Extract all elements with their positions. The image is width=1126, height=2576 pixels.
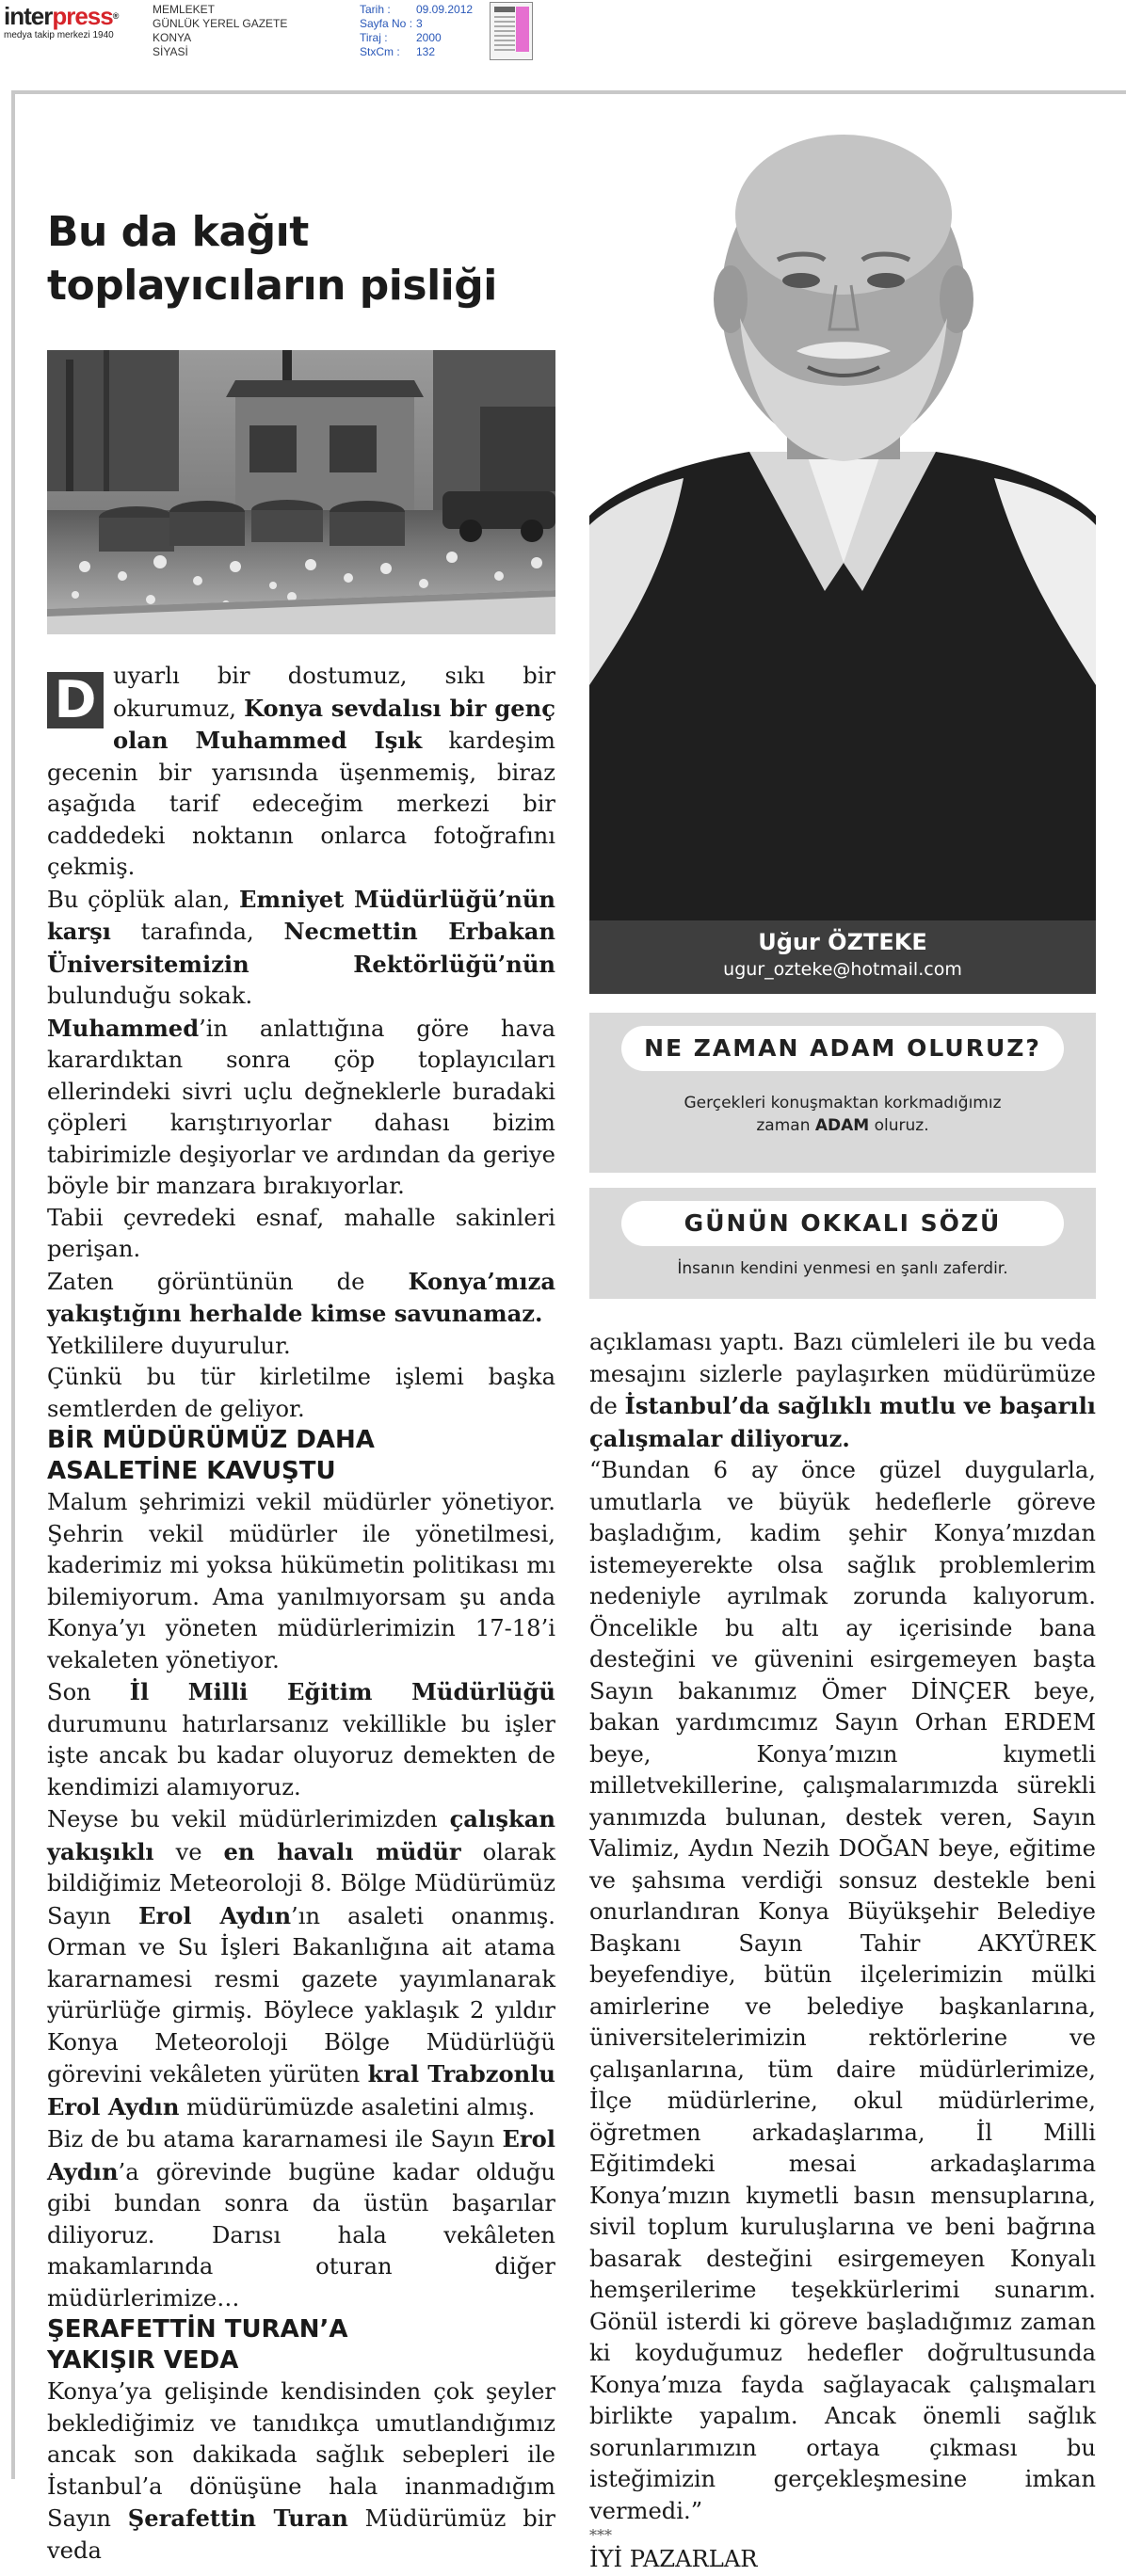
paragraph: Son İl Milli Eğitim Müdürlüğü durumunu hatırlarsanız vekillikle bu işler işte ancak bu kadar oluyoruz demekten de kendimizi alamıyoruz.: [47, 1678, 555, 1800]
clipping-header: [0, 0, 1126, 66]
paragraph: Neyse bu vekil müdürlerimizden çalışkan yakışıklı ve en havalı müdür olarak bildiğimiz Meteoroloji 8. Bölge Müdürümüz Sayın Erol Aydın’ın asaleti onanmış. Orman ve Su İşleri Bakanlığına ait atama kararnamesi resmi gazete yayımlanarak yürürlüğe girmiş. Böylece yaklaşık 2 yıldır Konya Meteoroloji Bölge Müdürlüğü görevini vekâleten yürüten kral Trabzonlu Erol Aydın müdürümüzde asaletini almış.: [47, 1805, 555, 2120]
garbage-street-photo: [47, 350, 555, 634]
source-city: KONYA: [153, 31, 192, 44]
quote-of-day-text: İnsanın kendini yenmesi en şanlı zaferdir.: [677, 1259, 1008, 1278]
paragraph: Yetkililere duyurulur.: [47, 1332, 291, 1359]
quote-of-day-box: [589, 1188, 1096, 1299]
interpress-logo: [4, 4, 145, 40]
column-title: NE ZAMAN ADAM OLURUZ?: [621, 1026, 1064, 1071]
paragraph: Muhammed’in anlattığına göre hava karardıktan sonra çöp toplayıcıları ellerindeki sivri uçlu değneklerle buradaki çöpleri karıştırıyorlar dahası bizim tabirimizle deşiyorlar ve ardından da geriye böyle bir manzara bırakıyorlar.: [47, 1014, 555, 1199]
paragraph: Zaten görüntünün de Konya’mıza yakıştığını herhalde kimse savunamaz.: [47, 1267, 555, 1327]
meta-row-stxcm: StxCm : 132: [360, 45, 436, 58]
meta-row-circulation: Tiraj : 2000: [360, 31, 442, 44]
meta-row-page: Sayfa No : 3: [360, 17, 423, 30]
author-email[interactable]: ugur_ozteke@hotmail.com: [723, 959, 962, 980]
column-slogan-text: Gerçekleri konuşmaktan korkmadığımız zaman ADAM oluruz.: [684, 1094, 1002, 1135]
author-portrait: [589, 120, 1096, 922]
logo-word-part1: inter: [4, 2, 53, 30]
quote-of-day-title: GÜNÜN OKKALI SÖZÜ: [621, 1201, 1064, 1246]
closing-heading: İYİ PAZARLAR: [589, 2546, 758, 2572]
meta-row-date: Tarih : 09.09.2012: [360, 3, 474, 16]
logo-registered-mark: ®: [112, 11, 119, 21]
logo-word-part2: press: [52, 2, 113, 30]
paragraph: Biz de bu atama kararnamesi ile Sayın Erol Aydın’a görevinde bugüne kadar olduğu gibi bundan sonra da üstün başarılar diliyoruz. Darısı hala vekâleten makamlarında oturan diğer müdürlerimize…: [47, 2125, 555, 2312]
source-newspaper: MEMLEKET: [153, 3, 216, 16]
section-subheading: ŞERAFETTİN TURAN’A YAKIŞIR VEDA: [47, 2315, 348, 2375]
paragraph: Malum şehrimizi vekil müdürler yönetiyor. Şehrin vekil müdürler ile yönetilmesi, kaderimiz mi yoksa hükümetin politikası mı bilemiyorum. Ama yanılmıyorsam şu anda Konya’yı yöneten müdürlerimizin 17-18’i vekaleten yönetiyor.: [47, 1489, 555, 1673]
publication-meta: [360, 3, 473, 59]
drop-cap: D: [47, 672, 104, 728]
article-left-column: [47, 661, 555, 2567]
paragraph: D uyarlı bir dostumuz, sıkı bir okurumuz, Konya sevdalısı bir genç olan Muhammed Işık kardeşim gecenin bir yarısında üşenmemiş, biraz aşağıda tarif edeceğim merkezi bir caddedeki noktanın onlarca fotoğrafını çekmiş.: [47, 663, 555, 880]
author-name: Uğur ÖZTEKE: [758, 929, 927, 955]
paragraph: Çünkü bu tür kirletilme işlemi başka semtlerden de geliyor.: [47, 1364, 555, 1422]
source-type: GÜNLÜK YEREL GAZETE: [153, 17, 288, 30]
column-slogan-box: [589, 1013, 1096, 1173]
logo-tagline: medya takip merkezi 1940: [4, 30, 114, 40]
source-category: SİYASİ: [153, 45, 188, 58]
page-thumbnail[interactable]: [490, 2, 533, 60]
separator-stars: ***: [589, 2526, 612, 2544]
farewell-quote: “Bundan 6 ay önce güzel duygularla, umutlarla ve büyük hedeflerle göreve başladığım, kadim şehir Konya’mızdan istemeyerekte olsa sağlık problemlerim nedeniyle ayrılmak zorunda kalıyorum. Öncelikle bu altı ay içerisinde bana desteğini ve güvenini esirgemeyen başta Sayın bakanımız Ömer DİNÇER beye, bakan yardımcımız Sayın Orhan ERDEM beye, Konya’mızın kıymetli milletvekillerine, çalışmalarımızda sürekli yanımızda bulunan, destek veren, Sayın Valimiz, Aydın Nezih DOĞAN beye, eğitime ve şahsıma verdiği sonsuz destekle beni onurlandıran Konya Büyükşehir Belediye Başkanı Sayın Tahir AKYÜREK beyefendiye, bütün ilçelerimizin mülki amirlerine ve belediye başkanlarına, üniversitelerimizin rektörlerine ve çalışanlarına, tüm daire müdürlerimize, İlçe müdürlerine, okul müdürlerime, öğretmen arkadaşlarıma, İl Milli Eğitimdeki mesai arkadaşlarıma Konya’mızın kıymetli basın mensuplarına, sivil toplum kuruluşlarına ve beni bağrına basarak desteğini esirgemeyen Konyalı hemşerilerime teşekkürlerimi sunarım. Gönül isterdi ki göreve başladığımız zaman ki koyduğumuz hedefler doğrultusunda Konya’mıza fayda sağlayacak çalışmaları birlikte yapalım. Ancak önemli sağlık sorunlarımızın ortaya çıkması bu isteğimizin gerçekleşmesine imkan vermedi.”: [589, 1457, 1096, 2524]
article-headline: Bu da kağıt toplayıcıların pisliği: [47, 208, 497, 310]
article-right-column: [589, 1327, 1096, 2576]
author-byline: [589, 920, 1096, 994]
source-info: [153, 3, 287, 59]
section-subheading: BİR MÜDÜRÜMÜZ DAHA ASALETİNE KAVUŞTU: [47, 1426, 375, 1485]
paragraph: Konya’ya gelişinde kendisinden çok şeyler beklediğimiz ve tanıdıkça umutlandığımız ancak son dakikada sağlık sebepleri ile İstanbul’a dönüşüne hala inanmadığım Sayın Şerafettin Turan Müdürümüz bir veda: [47, 2378, 555, 2564]
paragraph: açıklaması yaptı. Bazı cümleleri ile bu veda mesajını sizlerle paylaşırken müdürümüze de İstanbul’da sağlıklı mutlu ve başarılı çalışmalar diliyoruz.: [589, 1329, 1096, 1452]
paragraph: Tabii çevredeki esnaf, mahalle sakinleri perişan.: [47, 1204, 555, 1262]
paragraph: Bu çöplük alan, Emniyet Müdürlüğü’nün karşı tarafında, Necmettin Erbakan Üniversitemizin Rektörlüğü’nün bulunduğu sokak.: [47, 885, 556, 1009]
